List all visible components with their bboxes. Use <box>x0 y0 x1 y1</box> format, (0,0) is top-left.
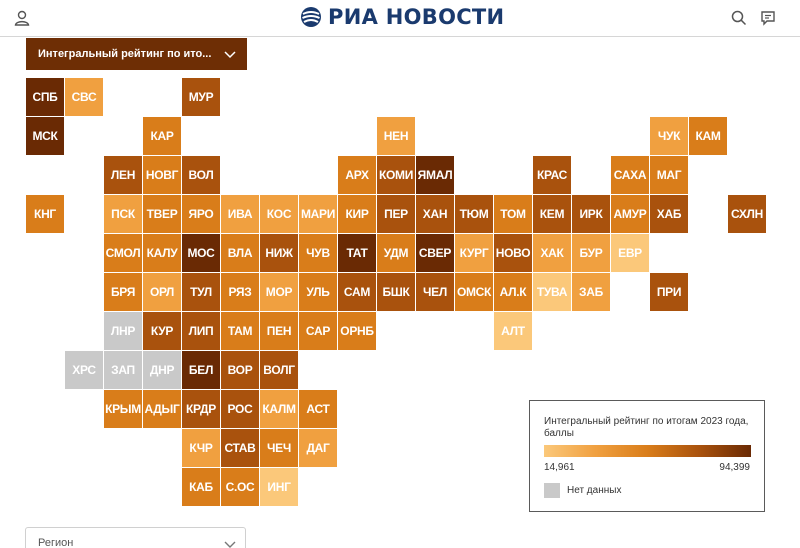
region-tile-удм[interactable]: УДМ <box>377 234 415 272</box>
region-tile-чеч[interactable]: ЧЕЧ <box>260 429 298 467</box>
chevron-down-icon <box>223 537 237 548</box>
region-tile-чук[interactable]: ЧУК <box>650 117 688 155</box>
region-tile-мск[interactable]: МСК <box>26 117 64 155</box>
legend-no-data-label: Нет данных <box>567 485 622 496</box>
region-tile-там[interactable]: ТАМ <box>221 312 259 350</box>
region-tile-сам[interactable]: САМ <box>338 273 376 311</box>
region-tile-мари[interactable]: МАРИ <box>299 195 337 233</box>
region-tile-хак[interactable]: ХАК <box>533 234 571 272</box>
region-tile-вла[interactable]: ВЛА <box>221 234 259 272</box>
region-tile-днр[interactable]: ДНР <box>143 351 181 389</box>
region-tile-крдр[interactable]: КРДР <box>182 390 220 428</box>
region-tile-кам[interactable]: КАМ <box>689 117 727 155</box>
region-tile-тува[interactable]: ТУВА <box>533 273 571 311</box>
region-tile-сос[interactable]: С.ОС <box>221 468 259 506</box>
region-tile-пер[interactable]: ПЕР <box>377 195 415 233</box>
region-tile-тюм[interactable]: ТЮМ <box>455 195 493 233</box>
region-tile-волг[interactable]: ВОЛГ <box>260 351 298 389</box>
region-tile-арх[interactable]: АРХ <box>338 156 376 194</box>
region-tile-чел[interactable]: ЧЕЛ <box>416 273 454 311</box>
region-tile-лнр[interactable]: ЛНР <box>104 312 142 350</box>
region-tile-твер[interactable]: ТВЕР <box>143 195 181 233</box>
region-tile-ряз[interactable]: РЯЗ <box>221 273 259 311</box>
region-tile-лен[interactable]: ЛЕН <box>104 156 142 194</box>
region-tile-калм[interactable]: КАЛМ <box>260 390 298 428</box>
region-tile-лип[interactable]: ЛИП <box>182 312 220 350</box>
region-tile-заб[interactable]: ЗАБ <box>572 273 610 311</box>
indicator-dropdown-label: Интегральный рейтинг по ито... <box>38 48 212 60</box>
legend-gradient-bar <box>544 445 751 457</box>
region-tile-зап[interactable]: ЗАП <box>104 351 142 389</box>
region-tile-кнг[interactable]: КНГ <box>26 195 64 233</box>
region-tile-став[interactable]: СТАВ <box>221 429 259 467</box>
region-tile-даг[interactable]: ДАГ <box>299 429 337 467</box>
legend-min-label: 14,961 <box>544 462 575 473</box>
region-tile-кург[interactable]: КУРГ <box>455 234 493 272</box>
logo-text: РИА НОВОСТИ <box>328 5 505 29</box>
region-tile-ниж[interactable]: НИЖ <box>260 234 298 272</box>
region-tile-амур[interactable]: АМУР <box>611 195 649 233</box>
region-tile-спб[interactable]: СПБ <box>26 78 64 116</box>
region-tile-при[interactable]: ПРИ <box>650 273 688 311</box>
region-tile-бря[interactable]: БРЯ <box>104 273 142 311</box>
region-tile-орнб[interactable]: ОРНБ <box>338 312 376 350</box>
legend <box>529 400 765 512</box>
region-tile-свс[interactable]: СВС <box>65 78 103 116</box>
region-tile-яро[interactable]: ЯРО <box>182 195 220 233</box>
region-tile-кчр[interactable]: КЧР <box>182 429 220 467</box>
region-tile-тул[interactable]: ТУЛ <box>182 273 220 311</box>
region-tile-крым[interactable]: КРЫМ <box>104 390 142 428</box>
region-tile-кем[interactable]: КЕМ <box>533 195 571 233</box>
region-tile-бел[interactable]: БЕЛ <box>182 351 220 389</box>
region-tile-чув[interactable]: ЧУВ <box>299 234 337 272</box>
region-tile-уль[interactable]: УЛЬ <box>299 273 337 311</box>
region-tile-алк[interactable]: АЛ.К <box>494 273 532 311</box>
region-select-label: Регион <box>38 537 74 548</box>
region-tile-омск[interactable]: ОМСК <box>455 273 493 311</box>
region-tile-нен[interactable]: НЕН <box>377 117 415 155</box>
region-tile-ива[interactable]: ИВА <box>221 195 259 233</box>
region-tile-кар[interactable]: КАР <box>143 117 181 155</box>
region-tile-бур[interactable]: БУР <box>572 234 610 272</box>
region-tile-кос[interactable]: КОС <box>260 195 298 233</box>
region-select[interactable] <box>25 527 246 548</box>
region-tile-каб[interactable]: КАБ <box>182 468 220 506</box>
legend-no-data-swatch <box>544 483 560 498</box>
region-tile-маг[interactable]: МАГ <box>650 156 688 194</box>
region-tile-бшк[interactable]: БШК <box>377 273 415 311</box>
region-tile-алт[interactable]: АЛТ <box>494 312 532 350</box>
region-tile-тат[interactable]: ТАТ <box>338 234 376 272</box>
region-tile-вор[interactable]: ВОР <box>221 351 259 389</box>
region-tile-аст[interactable]: АСТ <box>299 390 337 428</box>
region-tile-хрс[interactable]: ХРС <box>65 351 103 389</box>
region-tile-коми[interactable]: КОМИ <box>377 156 415 194</box>
legend-title: Интегральный рейтинг по итогам 2023 года, баллы <box>544 416 749 439</box>
region-tile-инг[interactable]: ИНГ <box>260 468 298 506</box>
region-tile-пск[interactable]: ПСК <box>104 195 142 233</box>
region-tile-мос[interactable]: МОС <box>182 234 220 272</box>
region-tile-ямал[interactable]: ЯМАЛ <box>416 156 454 194</box>
region-tile-саха[interactable]: САХА <box>611 156 649 194</box>
region-tile-ново[interactable]: НОВО <box>494 234 532 272</box>
legend-max-label: 94,399 <box>719 462 750 473</box>
region-tile-кир[interactable]: КИР <box>338 195 376 233</box>
region-tile-свер[interactable]: СВЕР <box>416 234 454 272</box>
region-tile-адыг[interactable]: АДЫГ <box>143 390 181 428</box>
region-tile-рос[interactable]: РОС <box>221 390 259 428</box>
region-tile-вол[interactable]: ВОЛ <box>182 156 220 194</box>
region-tile-кур[interactable]: КУР <box>143 312 181 350</box>
region-tile-ирк[interactable]: ИРК <box>572 195 610 233</box>
region-tile-смол[interactable]: СМОЛ <box>104 234 142 272</box>
region-tile-хан[interactable]: ХАН <box>416 195 454 233</box>
region-tile-схлн[interactable]: СХЛН <box>728 195 766 233</box>
region-tile-хаб[interactable]: ХАБ <box>650 195 688 233</box>
region-tile-том[interactable]: ТОМ <box>494 195 532 233</box>
region-tile-калу[interactable]: КАЛУ <box>143 234 181 272</box>
region-tile-мур[interactable]: МУР <box>182 78 220 116</box>
region-tile-сар[interactable]: САР <box>299 312 337 350</box>
region-tile-орл[interactable]: ОРЛ <box>143 273 181 311</box>
region-tile-новг[interactable]: НОВГ <box>143 156 181 194</box>
region-tile-мор[interactable]: МОР <box>260 273 298 311</box>
region-tile-евр[interactable]: ЕВР <box>611 234 649 272</box>
region-tile-крас[interactable]: КРАС <box>533 156 571 194</box>
region-tile-пен[interactable]: ПЕН <box>260 312 298 350</box>
